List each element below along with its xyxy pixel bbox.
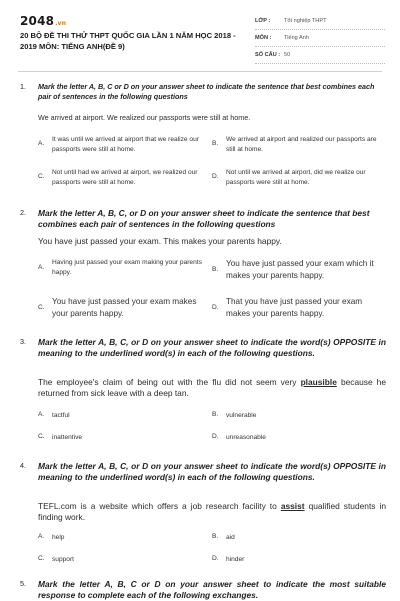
meta-value: Tiếng Anh xyxy=(284,35,309,41)
page-header xyxy=(0,0,400,68)
exam-meta xyxy=(255,16,385,67)
text-before: The employee's claim of being out with the flu did not seem very xyxy=(38,377,301,387)
question-number: 1. xyxy=(20,82,26,91)
option-letter: A. xyxy=(38,533,45,540)
option-text: We arrived at airport and realized our passports are still at home. xyxy=(226,136,377,153)
option-text: vulnerable xyxy=(226,412,257,419)
logo-main: 2048 xyxy=(20,14,55,28)
option-letter: C. xyxy=(38,304,45,311)
option-text: It was until we arrived at airport that we realize our passports were still at home. xyxy=(52,136,199,153)
question-number: 4. xyxy=(20,461,26,470)
meta-row-class xyxy=(255,16,385,30)
option-letter: A. xyxy=(38,140,45,147)
question-instruction: Mark the letter A, B, C, or D on your answer sheet to indicate the word(s) OPPOSITE in meaning to the underlined word(s) in each of the following questions. xyxy=(38,337,386,358)
option-letter: D. xyxy=(212,555,219,562)
option-letter: C. xyxy=(38,173,45,180)
text-before: TEFL.com is a website which offers a job research facility to xyxy=(38,501,281,511)
underlined-word: assist xyxy=(280,501,305,511)
question-text: You have just passed your exam. This makes your parents happy. xyxy=(38,236,282,246)
logo-suffix: .vn xyxy=(55,20,67,27)
question-instruction: Mark the letter A, B, C, or D on your answer sheet to indicate the word(s) OPPOSITE in meaning to the underlined word(s) in each of the following questions. xyxy=(38,461,386,482)
meta-value: 50 xyxy=(284,52,291,58)
option-letter: C. xyxy=(38,555,45,562)
exam-title: 20 BỘ ĐỀ THI THỬ THPT QUỐC GIA LẦN 1 NĂM HỌC 2018 - 2019 MÔN: TIẾNG ANH(ĐỀ 9) xyxy=(20,31,236,51)
option-text: hinder xyxy=(226,556,245,563)
text-after: because he returned from sick leave with a deep tan. xyxy=(38,377,386,398)
option-letter: D. xyxy=(212,433,219,440)
meta-label: LỚP : xyxy=(255,18,271,24)
question-instruction: Mark the letter A, B, C or D on your answer sheet to indicate the sentence that best combines each pair of sentences in the following questions xyxy=(38,82,375,101)
option-text: support xyxy=(52,556,74,563)
option-letter: D. xyxy=(212,173,219,180)
question-text xyxy=(38,377,386,399)
option-letter: B. xyxy=(212,140,219,147)
question-number: 5. xyxy=(20,579,26,588)
option-text: unreasonable xyxy=(226,434,266,441)
option-letter: C. xyxy=(38,433,45,440)
option-text: That you have just passed your exam makes your parents happy. xyxy=(226,297,363,318)
meta-label: MÔN : xyxy=(255,35,272,41)
question-number: 2. xyxy=(20,208,26,217)
option-text: Not until we arrived at airport, did we realize our passports were still at home. xyxy=(226,169,366,186)
site-logo[interactable] xyxy=(20,14,66,28)
option-letter: B. xyxy=(212,533,219,540)
option-text: Having just passed your exam making your parents happy. xyxy=(52,259,202,276)
option-letter: B. xyxy=(212,266,219,273)
meta-label: SỐ CÂU : xyxy=(255,52,281,58)
text-after: qualified students in finding work. xyxy=(38,501,386,522)
meta-row-subject xyxy=(255,33,385,47)
option-text: tactful xyxy=(52,412,70,419)
question-number: 3. xyxy=(20,337,26,346)
option-letter: D. xyxy=(212,304,219,311)
question-text xyxy=(38,501,386,523)
question-text: We arrived at airport. We realized our passports were still at home. xyxy=(38,113,251,122)
option-text: inattentive xyxy=(52,434,83,441)
meta-row-count xyxy=(255,50,385,64)
option-text: aid xyxy=(226,534,235,541)
underlined-word: plausible xyxy=(300,377,337,387)
meta-value: Tốt nghiệp THPT xyxy=(284,18,327,24)
option-text: help xyxy=(52,534,65,541)
option-letter: A. xyxy=(38,411,45,418)
question-instruction: Mark the letter A, B, C or D on your answer sheet to indicate the most suitable response to complete each of the following exchanges. xyxy=(38,579,386,600)
option-letter: B. xyxy=(212,411,219,418)
option-text: Not until had we arrived at airport, we realized our passports were still at home. xyxy=(52,169,198,186)
header-divider xyxy=(18,71,382,72)
option-text: You have just passed your exam which it makes your parents happy. xyxy=(226,259,374,280)
question-instruction: Mark the letter A, B, C, or D on your answer sheet to indicate the sentence that best combines each pair of sentences in the following questions xyxy=(38,208,370,229)
option-text: You have just passed your exam makes your parents happy. xyxy=(52,297,197,318)
option-letter: A. xyxy=(38,264,45,271)
